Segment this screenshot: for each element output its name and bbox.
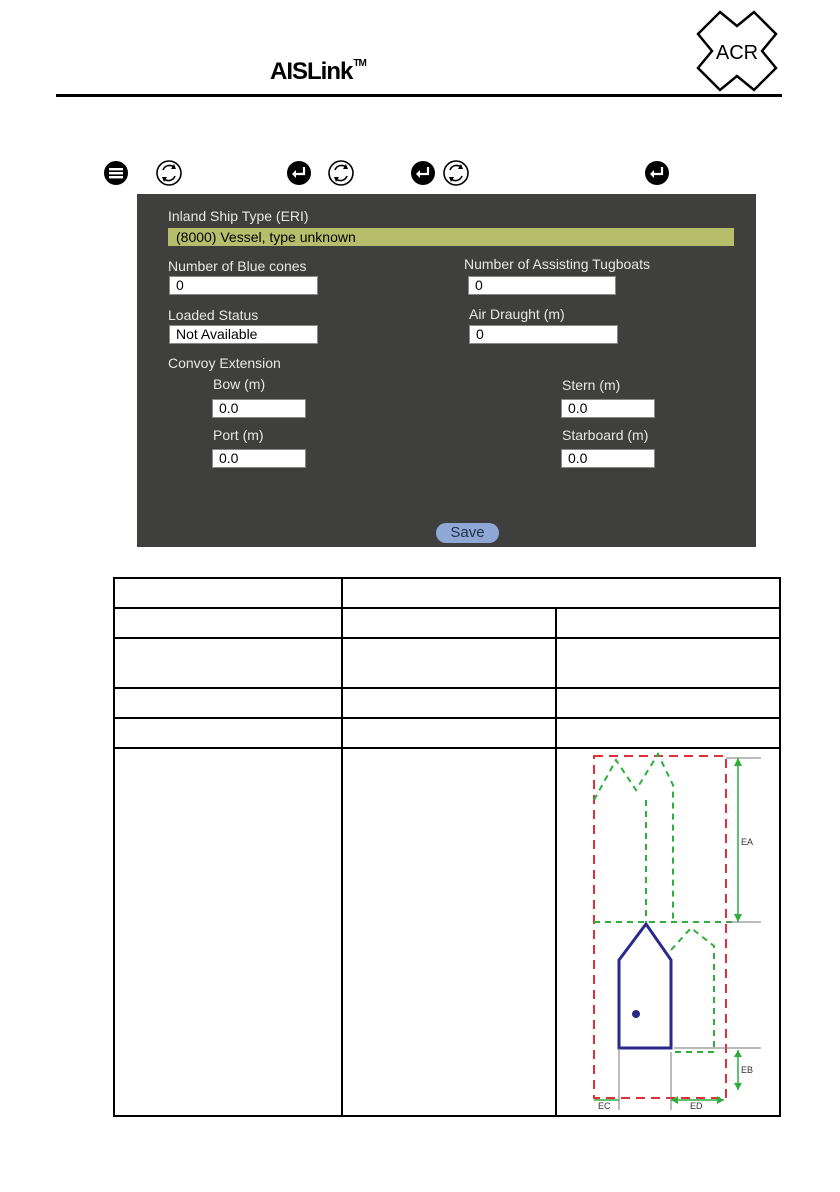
bow-extension-outline: [594, 754, 673, 922]
convoy-extension-diagram: [586, 750, 766, 1112]
acr-logo-text: ACR: [715, 42, 759, 64]
starboard-label: Starboard (m): [562, 427, 649, 443]
table-col-divider: [555, 607, 557, 1117]
table-row-divider: [113, 747, 781, 749]
table-row-divider: [113, 607, 781, 609]
arrow-up-icon: [734, 1050, 742, 1057]
ship-outline: [619, 924, 671, 1048]
device-screen: [137, 194, 756, 547]
table-row-divider: [113, 687, 781, 689]
table-row-divider: [113, 717, 781, 719]
enter-icon: [286, 160, 312, 186]
stern-field[interactable]: 0.0: [561, 399, 655, 418]
air-draught-field[interactable]: 0: [469, 325, 618, 344]
ship-antenna-dot: [632, 1010, 640, 1018]
rotate-icon: [156, 160, 182, 186]
blue-cones-field[interactable]: 0: [169, 276, 318, 295]
table-border: [113, 577, 781, 579]
table-border: [113, 1115, 781, 1117]
starboard-extension-outline: [671, 928, 714, 1052]
ed-label: ED: [690, 1101, 703, 1111]
eb-label: EB: [741, 1065, 754, 1075]
convoy-extension-label: Convoy Extension: [168, 355, 281, 371]
table-border: [113, 577, 115, 1117]
ship-type-select[interactable]: (8000) Vessel, type unknown: [168, 228, 734, 246]
table-border: [779, 577, 781, 1117]
arrow-down-icon: [734, 914, 742, 922]
save-button[interactable]: Save: [436, 523, 499, 543]
blue-cones-label: Number of Blue cones: [168, 258, 307, 274]
ea-label: EA: [741, 837, 754, 847]
ec-label: EC: [598, 1101, 611, 1111]
aislink-logo: AISLink™: [270, 58, 366, 85]
acr-logo: [694, 8, 780, 94]
loaded-status-label: Loaded Status: [168, 307, 259, 323]
starboard-field[interactable]: 0.0: [561, 449, 655, 468]
table-row-divider: [113, 637, 781, 639]
menu-icon: [103, 160, 129, 186]
port-field[interactable]: 0.0: [212, 449, 306, 468]
rotate-icon: [328, 160, 354, 186]
port-label: Port (m): [213, 427, 264, 443]
bow-field[interactable]: 0.0: [212, 399, 306, 418]
enter-icon: [644, 160, 670, 186]
arrow-down-icon: [734, 1083, 742, 1090]
ship-type-label: Inland Ship Type (ERI): [168, 208, 309, 224]
tugboats-field[interactable]: 0: [468, 276, 616, 295]
enter-icon: [410, 160, 436, 186]
rotate-icon: [443, 160, 469, 186]
tugboats-label: Number of Assisting Tugboats: [464, 256, 650, 272]
arrow-right-icon: [717, 1096, 724, 1104]
header-rule: [56, 94, 782, 97]
bow-label: Bow (m): [213, 376, 266, 392]
arrow-up-icon: [734, 758, 742, 766]
air-draught-label: Air Draught (m): [469, 306, 565, 322]
table-col-divider: [341, 577, 343, 1117]
loaded-status-field[interactable]: Not Available: [169, 325, 318, 344]
stern-label: Stern (m): [562, 377, 621, 393]
